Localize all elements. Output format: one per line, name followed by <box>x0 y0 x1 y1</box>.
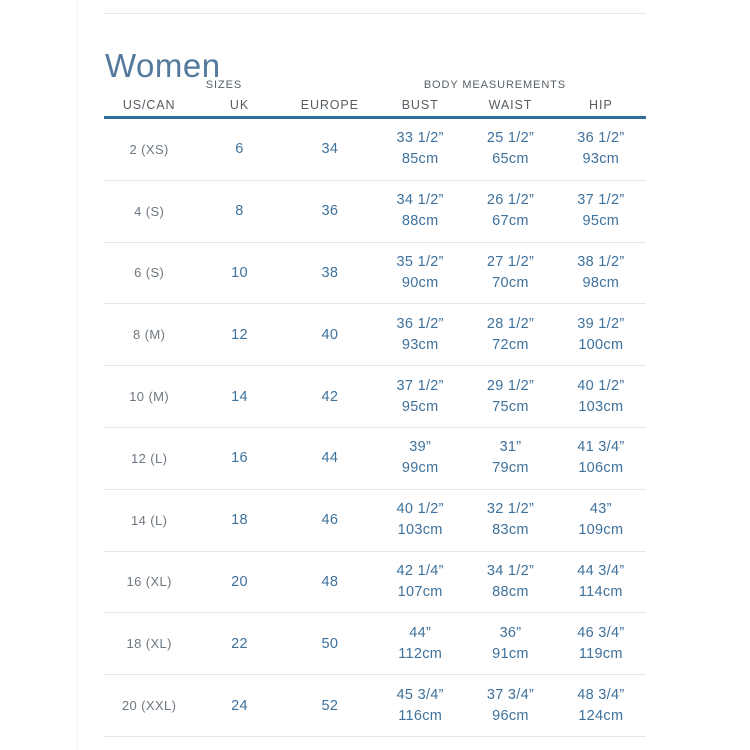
cell-waist <box>465 314 555 356</box>
waist-inches-value: 28 1/2” <box>486 315 535 332</box>
page-left-edge-divider <box>77 0 78 750</box>
page-title: Women <box>105 47 221 85</box>
cell-hip <box>556 499 646 541</box>
waist-inches-value: 25 1/2” <box>486 130 535 147</box>
hip-inches-value: 36 1/2” <box>577 130 625 147</box>
hip-inches-value: 40 1/2” <box>577 377 625 394</box>
cell-bust <box>375 685 465 727</box>
cell-bust <box>375 437 465 479</box>
table-row <box>104 304 646 366</box>
table-row <box>104 613 646 675</box>
cell-waist <box>465 190 555 232</box>
cell-hip <box>556 314 646 356</box>
hip-cm-value: 119cm <box>578 645 623 662</box>
cell-bust <box>375 376 465 418</box>
waist-inches-value: 36” <box>499 624 522 641</box>
hip-cm-value: 106cm <box>578 460 624 477</box>
cell-us-can: 12 (L) <box>130 450 168 466</box>
cell-uk: 10 <box>231 264 248 281</box>
cell-uk: 18 <box>231 512 248 529</box>
cell-us-can: 4 (S) <box>134 203 165 219</box>
cell-waist <box>465 437 555 479</box>
bust-cm-value: 93cm <box>401 336 439 353</box>
cell-waist <box>465 376 555 418</box>
cell-us-can: 18 (XL) <box>126 636 172 652</box>
cell-europe: 40 <box>321 326 339 343</box>
table-row <box>104 675 646 737</box>
women-size-table <box>104 76 646 737</box>
cell-hip <box>556 128 646 170</box>
bust-cm-value: 112cm <box>398 645 443 662</box>
cell-bust <box>375 252 465 294</box>
bust-inches-value: 37 1/2” <box>396 377 444 394</box>
cell-waist <box>465 561 555 603</box>
table-row <box>104 181 646 243</box>
waist-cm-value: 75cm <box>492 398 529 415</box>
hip-cm-value: 114cm <box>578 583 623 600</box>
bust-inches-value: 35 1/2” <box>396 253 444 270</box>
bust-cm-value: 85cm <box>401 151 439 168</box>
waist-inches-value: 32 1/2” <box>486 501 535 518</box>
waist-cm-value: 70cm <box>492 274 529 291</box>
table-row <box>104 366 646 428</box>
section-top-divider <box>104 13 646 14</box>
cell-us-can: 14 (L) <box>130 512 168 528</box>
cell-uk: 8 <box>235 203 244 220</box>
hip-inches-value: 46 3/4” <box>577 624 625 641</box>
table-row <box>104 243 646 305</box>
waist-cm-value: 79cm <box>492 460 529 477</box>
waist-cm-value: 88cm <box>492 583 529 600</box>
waist-inches-value: 37 3/4” <box>486 686 535 703</box>
table-group-header-row <box>104 76 646 94</box>
waist-inches-value: 26 1/2” <box>486 192 535 209</box>
hip-inches-value: 44 3/4” <box>577 562 625 579</box>
bust-inches-value: 39” <box>409 439 432 456</box>
cell-hip <box>556 252 646 294</box>
cell-us-can: 2 (XS) <box>129 141 169 157</box>
waist-cm-value: 83cm <box>492 522 529 539</box>
column-header-waist: WAIST <box>488 98 533 112</box>
hip-inches-value: 39 1/2” <box>577 315 625 332</box>
hip-inches-value: 41 3/4” <box>577 439 625 456</box>
cell-hip <box>556 437 646 479</box>
table-row <box>104 119 646 181</box>
hip-cm-value: 100cm <box>578 336 624 353</box>
cell-us-can: 8 (M) <box>132 327 166 343</box>
cell-waist <box>465 252 555 294</box>
column-header-hip: HIP <box>589 98 613 112</box>
cell-us-can: 10 (M) <box>129 389 170 405</box>
hip-inches-value: 43” <box>589 501 612 518</box>
cell-hip <box>556 685 646 727</box>
cell-uk: 6 <box>235 141 244 158</box>
cell-us-can: 20 (XXL) <box>121 698 177 714</box>
hip-cm-value: 103cm <box>578 398 624 415</box>
hip-cm-value: 93cm <box>582 151 620 168</box>
cell-uk: 14 <box>231 388 248 405</box>
cell-us-can: 6 (S) <box>134 265 165 281</box>
waist-cm-value: 65cm <box>492 151 529 168</box>
hip-cm-value: 95cm <box>582 213 620 230</box>
bust-inches-value: 45 3/4” <box>396 686 444 703</box>
bust-inches-value: 34 1/2” <box>396 192 444 209</box>
cell-europe: 44 <box>321 450 339 467</box>
waist-inches-value: 29 1/2” <box>486 377 535 394</box>
table-column-header-row <box>104 94 646 119</box>
cell-hip <box>556 561 646 603</box>
cell-bust <box>375 623 465 665</box>
group-header-body-measurements: BODY MEASUREMENTS <box>423 79 567 91</box>
cell-waist <box>465 685 555 727</box>
cell-uk: 12 <box>231 326 248 343</box>
cell-us-can: 16 (XL) <box>126 574 172 590</box>
waist-cm-value: 67cm <box>492 213 529 230</box>
waist-inches-value: 27 1/2” <box>486 253 535 270</box>
cell-europe: 46 <box>321 512 339 529</box>
waist-cm-value: 72cm <box>492 336 529 353</box>
cell-waist <box>465 623 555 665</box>
cell-europe: 36 <box>321 203 339 220</box>
column-header-europe: EUROPE <box>300 98 359 112</box>
cell-europe: 42 <box>321 388 339 405</box>
cell-uk: 16 <box>231 450 248 467</box>
cell-europe: 52 <box>321 697 339 714</box>
bust-inches-value: 44” <box>409 624 432 641</box>
waist-cm-value: 96cm <box>492 707 529 724</box>
cell-waist <box>465 128 555 170</box>
cell-uk: 20 <box>231 573 248 590</box>
cell-europe: 38 <box>321 264 339 281</box>
table-row <box>104 552 646 614</box>
column-header-uk: UK <box>229 98 250 112</box>
cell-bust <box>375 561 465 603</box>
bust-inches-value: 40 1/2” <box>396 501 444 518</box>
bust-cm-value: 95cm <box>401 398 439 415</box>
hip-cm-value: 109cm <box>578 522 624 539</box>
column-header-us-can: US/CAN <box>122 98 176 112</box>
cell-europe: 48 <box>321 573 339 590</box>
cell-hip <box>556 376 646 418</box>
hip-inches-value: 38 1/2” <box>577 253 625 270</box>
bust-cm-value: 99cm <box>401 460 439 477</box>
cell-hip <box>556 190 646 232</box>
bust-cm-value: 107cm <box>397 583 443 600</box>
cell-bust <box>375 314 465 356</box>
cell-bust <box>375 128 465 170</box>
hip-inches-value: 37 1/2” <box>577 192 625 209</box>
waist-inches-value: 34 1/2” <box>486 562 535 579</box>
cell-europe: 34 <box>321 141 339 158</box>
cell-bust <box>375 190 465 232</box>
table-row <box>104 490 646 552</box>
group-header-sizes: SIZES <box>205 79 243 91</box>
bust-inches-value: 36 1/2” <box>396 315 444 332</box>
waist-cm-value: 91cm <box>492 645 529 662</box>
bust-cm-value: 103cm <box>397 522 443 539</box>
cell-waist <box>465 499 555 541</box>
hip-cm-value: 124cm <box>578 707 624 724</box>
hip-cm-value: 98cm <box>582 274 620 291</box>
bust-inches-value: 42 1/4” <box>396 562 444 579</box>
bust-cm-value: 90cm <box>401 274 439 291</box>
cell-uk: 22 <box>231 635 248 652</box>
cell-bust <box>375 499 465 541</box>
cell-hip <box>556 623 646 665</box>
waist-inches-value: 31” <box>499 439 522 456</box>
column-header-bust: BUST <box>401 98 439 112</box>
hip-inches-value: 48 3/4” <box>577 686 625 703</box>
table-body <box>104 119 646 737</box>
cell-europe: 50 <box>321 635 339 652</box>
table-row <box>104 428 646 490</box>
bust-inches-value: 33 1/2” <box>396 130 444 147</box>
cell-uk: 24 <box>231 697 248 714</box>
bust-cm-value: 116cm <box>398 707 443 724</box>
bust-cm-value: 88cm <box>401 213 439 230</box>
